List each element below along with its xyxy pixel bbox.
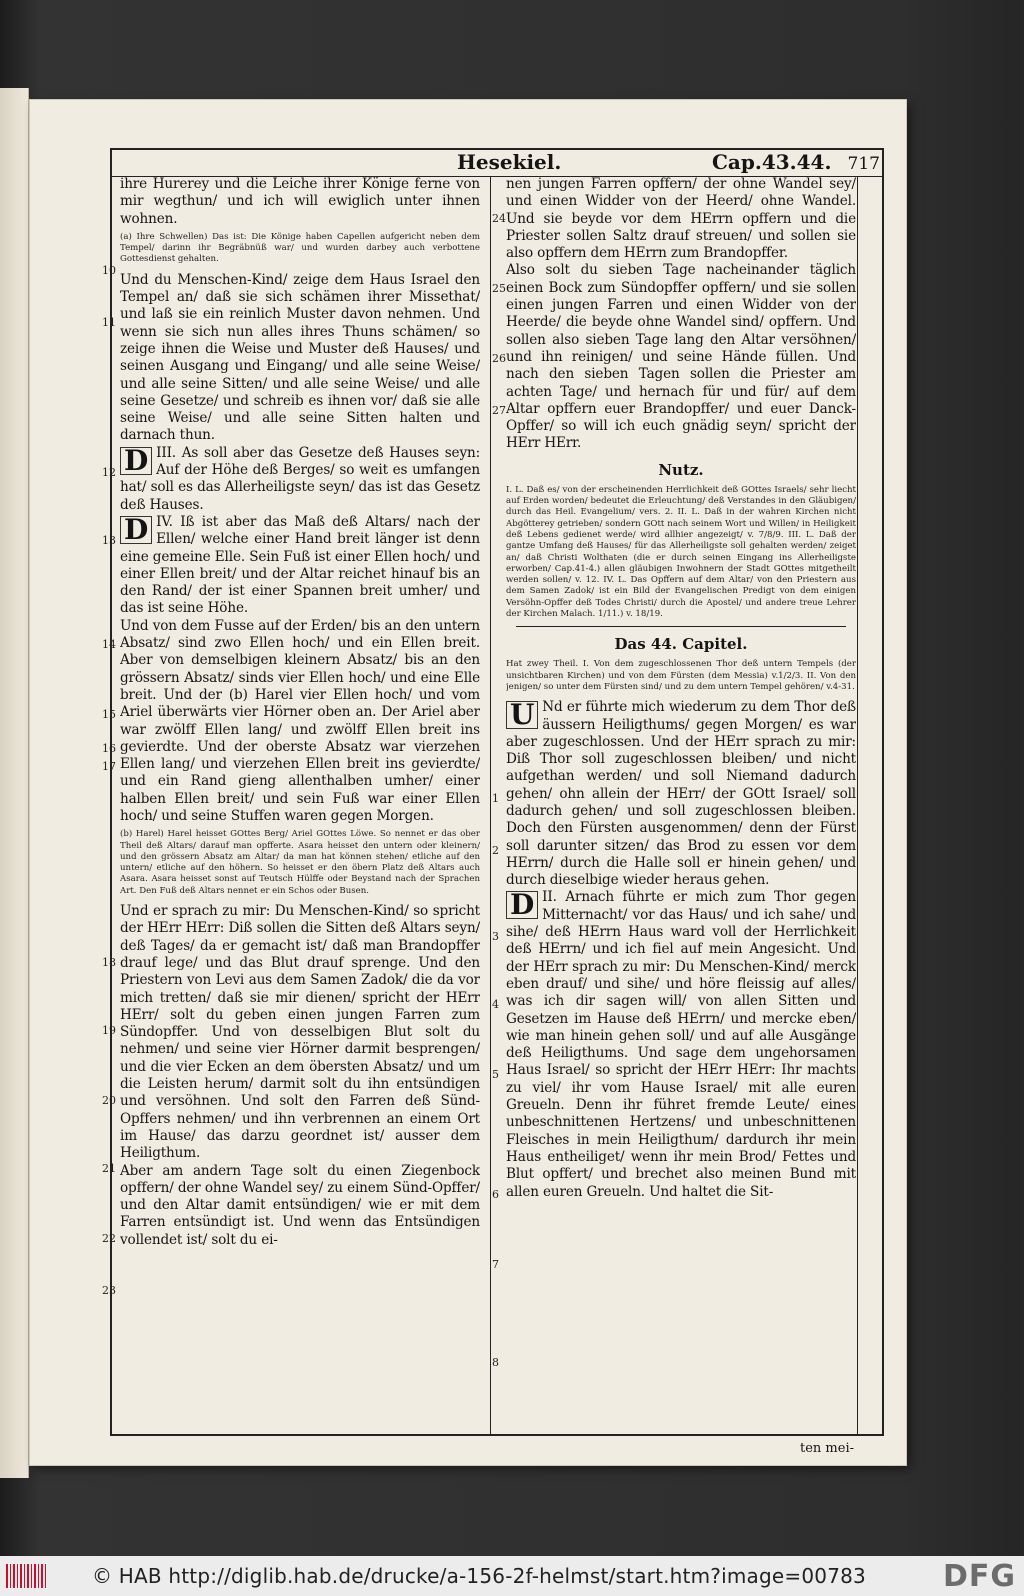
viewer-footer [0,1556,1024,1596]
paragraph [506,889,856,1200]
paragraph [506,699,856,889]
verse-number: 18 [102,956,116,969]
left-column [120,176,480,1436]
verse-number: 8 [492,1356,499,1369]
verse-number: 17 [102,760,116,773]
section-label: II. [542,889,557,906]
verse-number: 2 [492,844,499,857]
source-url[interactable]: © HAB http://diglib.hab.de/drucke/a-156-2f-helmst/start.htm?image=00783 [92,1564,866,1588]
section-label: IV. [156,513,173,530]
section-divider [516,626,846,627]
verse-number: 3 [492,930,499,943]
footnote: (a) Ihre Schwellen) Das ist: Die Könige haben Capellen aufgericht neben dem Tempel/ darinn ihr Begräbnüß war/ und wurden darbey auch verbottene Gottesdienst gehalten. [120,231,480,265]
verse-number: 12 [102,466,116,479]
verse-number: 10 [102,264,116,277]
verse-number: 25 [492,282,506,295]
right-column [506,176,856,1436]
paragraph: Und er sprach zu mir: Du Menschen-Kind/ so spricht der HErr HErr: Diß sollen die Sitten deß Altars seyn/ deß Tages/ da er gemacht ist/ daß man Brandopffer drauf lege/ und das Blut drauf sprenge. Und den Priestern von Levi aus dem Samen Zadok/ die da vor mich tretten/ daß sie mir dienen/ spricht der HErr HErr/ solt du geben einen jungen Farren zum Sündopffer. Und von desselbigen Blut solt du nehmen/ und seine vier Hörner darmit besprengen/ und die vier Ecken an dem öbersten Absatz/ und um die Leisten herum/ darmit solt du ihn entsündigen und versöhnen. Und solt den Farren deß Sünd-Opffers nehmen/ und ihn verbrennen an einem Ort im Hause/ das darzu geordnet ist/ ausser dem Heiligthum. [120,903,480,1162]
verse-number: 13 [102,534,116,547]
verse-number: 23 [102,1284,116,1297]
section-label: III. [156,444,176,461]
verse-number: 16 [102,742,116,755]
previous-page-edge [0,88,29,1478]
verse-number: 19 [102,1024,116,1037]
chapter-heading: Das 44. Capitel. [614,635,748,654]
paragraph-text: As soll aber das Gesetze deß Hauses seyn: Auf der Höhe deß Berges/ so weit es umfangen hat/ soll es das Allerheiligste seyn/ das ist das Gesetz deß Hauses. [120,444,480,513]
verse-number: 24 [492,212,506,225]
footnote: (b) Harel) Harel heisset GOttes Berg/ Ariel GOttes Löwe. So nennet er das ober Theil deß Altars/ darauf man opfferte. Asara heisset den untern oder kleinern/ und den grössern Absatz am Altar/ da man hat können stehen/ etliche auf den untern/ etliche auf den höhern. So heisset er den öbern Platz deß Altars auch Asara. Asara heisset sonst auf Teutsch Hülffe oder Beystand nach der Sprachen Art. Den Fuß deß Altars nennet er ein Schos oder Busen. [120,829,480,896]
verse-number: 26 [492,352,506,365]
nutz-heading: Nutz. [658,460,704,479]
book-page [30,100,906,1465]
paragraph: ihre Hurerey und die Leiche ihrer Könige ferne von mir wegthun/ und ich will ewiglich unter ihnen wohnen. [120,176,480,227]
verse-number: 11 [102,316,116,329]
initial-letter: D [120,447,152,475]
paragraph [120,514,480,618]
running-head-chapter: Cap.43.44. [712,150,832,174]
paragraph-text: Arnach führte er mich zum Thor gegen Mitternacht/ vor das Haus/ und ich sahe/ und sihe/ deß HErrn Haus ward voll der Herrlichkeit deß HErrn/ und ich fiel auf mein Angesicht. Und der HErr sprach zu mir: Du Menschen-Kind/ merck eben drauf/ und sihe/ und höre fleissig auf alles/ was ich dir sagen will/ von allen Sitten und Gesetzen im Hause deß HErrn/ und mercke eben/ wie man hinein gehen soll/ und auf alle Ausgänge deß Heiligthums. Und sage dem ungehorsamen Haus Israel/ so spricht der HErr HErr: Ihr machts zu viel/ ihr vom Hause Israel/ mit alle euren Greueln. Denn ihr führet fremde Leute/ eines unbeschnittenen Hertzens/ und unbeschnittenen Fleisches in mein Heiligthum/ dardurch ihr mein Haus entheiliget/ wenn ihr mein Brod/ Fettes und Blut opffert/ und brechet also meinen Bund mit allen euren Greueln. Und haltet die Sit- [506,889,856,1200]
paragraph-text: Nd er führte mich wiederum zu dem Thor deß äussern Heiligthums/ gegen Morgen/ es war aber zugeschlossen. Und der HErr sprach zu mir: Diß Thor soll zugeschlossen bleiben/ und nicht aufgethan werden/ und soll Niemand dadurch gehen/ ohn allein der HErr/ der GOtt Israel/ soll dadurch gehen/ und soll zugeschlossen bleiben. Doch den Fürsten ausgenommen/ denn der Fürst soll darunter sitzen/ das Brod zu essen vor dem HErrn/ durch die Halle soll er hinein gehen/ und durch dieselbige wieder heraus gehen. [506,699,856,889]
running-head-book: Hesekiel. [457,150,562,174]
frame-inner-right-rule [857,176,858,1436]
paragraph-text: Iß ist aber das Maß deß Altars/ nach der Ellen/ welche einer Hand breit länger ist denn eine gemeine Elle. Sein Fuß ist einer Ellen hoch/ und einer Ellen breit/ und der Altar reichet hinauf bis an den Rand/ der ist einer Spannen breit umher/ und das ist seine Höhe. [120,513,480,617]
verse-number: 20 [102,1094,116,1107]
hab-barcode-icon [6,1564,46,1588]
chapter-summary: Hat zwey Theil. I. Von dem zugeschlossenen Thor deß untern Tempels (der unsichtbaren Kirchen) und von dem Fürsten (dem Messia) v.1/2/3. II. Von den jenigen/ so unter dem Fürsten sind/ und zu dem untern Tempel gehören/ v.4-31. [506,659,856,692]
verse-number: 22 [102,1232,116,1245]
paragraph: nen jungen Farren opffern/ der ohne Wandel sey/ und einen Widder von der Heerd/ ohne Wandel. Und sie beyde vor dem HErrn opffern und die Priester sollen Saltz drauf streuen/ und sollen sie also opffern dem HErrn zum Brandopffer. [506,176,856,262]
initial-letter: U [506,701,538,729]
verse-number: 4 [492,998,499,1011]
text-frame [102,148,884,1456]
paragraph [120,445,480,514]
verse-number: 1 [492,792,499,805]
paragraph: Aber am andern Tage solt du einen Ziegenbock opffern/ der ohne Wandel sey/ zu einem Sünd-Opffer/ und den Altar damit entsündigen/ wie er mit dem Farren entsündigt ist. Und wenn das Entsündigen vollendet ist/ solt du ei- [120,1162,480,1248]
paragraph: Und von dem Fusse auf der Erden/ bis an den untern Absatz/ sind zwo Ellen hoch/ und ein Ellen breit. Aber von demselbigen kleinern Absatz/ bis an den grössern Absatz/ sinds vier Ellen hoch/ und eine Elle breit. Und der (b) Harel vier Ellen hoch/ und vom Ariel überwärts vier Hörner oben an. Der Ariel aber war zwölff Ellen lang/ und zwölff Ellen breit ins gevierdte. Und der oberste Absatz war vierzehen Ellen lang/ und vierzehen Ellen breit ins gevierdte/ und ein Rand gieng allenthalben umher/ einer halben Ellen breit/ und sein Fuß war einer Ellen hoch/ und seine Stuffen waren gegen Morgen. [120,617,480,824]
paragraph: Also solt du sieben Tage nacheinander täglich einen Bock zum Sündopffer opffern/ und sie sollen einen jungen Farren und einen Widder von der Heerde/ die beyde ohne Wandel sind/ opffern. Und sollen also sieben Tage lang den Altar versöhnen/ und ihn reinigen/ und seine Hände füllen. Und nach den sieben Tagen sollen die Priester am achten Tage/ und hernach für und für/ auf dem Altar opffern euer Brandopffer/ und euer Danck-Opffer/ so will ich euch gnädig seyn/ spricht der HErr HErr. [506,262,856,452]
dfg-logo: DFG [942,1559,1016,1594]
verse-number: 6 [492,1188,499,1201]
verse-number: 21 [102,1162,116,1175]
verse-number: 14 [102,638,116,651]
column-separator [490,176,491,1436]
verse-number: 5 [492,1068,499,1081]
initial-letter: D [506,891,538,919]
verse-number: 7 [492,1258,499,1271]
verse-number: 15 [102,708,116,721]
paragraph: Und du Menschen-Kind/ zeige dem Haus Israel den Tempel an/ daß sie sich schämen ihrer Missethat/ und laß sie ein reinlich Muster davon nehmen. Und wenn sie sich nun alles ihres Thuns schämen/ so zeige ihnen die Weise und Muster deß Hauses/ und seinen Ausgang und Eingang/ und alle seine Weise/ und alle seine Sitten/ und alle seine Weise/ und alle seine Gesetze/ und schreib es ihnen vor/ daß sie alle seine Weise/ und alle seine Sitten halten und darnach thun. [120,271,480,444]
catchword: ten mei- [800,1441,854,1456]
page-number: 717 [847,154,880,174]
nutz-text: I. L. Daß es/ von der erscheinenden Herrlichkeit deß GOttes Israels/ sehr liecht auf Erden worden/ bedeutet die Erleuchtung/ deß Verstandes in den Gläubigen/ durch das Heil. Evangelium/ vers. 2. II. L. Daß in der wahren Kirchen nicht Abgötterey getrieben/ sondern GOtt nach seinem Wort und Willen/ in Heiligkeit deß Lebens gedienet werde/ wird allhier angezeigt/ v. 7/8/9. III. L. Daß der gantze Umfang deß Hauses/ für das Allerheiligste soll gehalten werden/ zeiget an/ daß Christi Wolthaten (die er durch seinen Eingang ins Allerheiligste erworben/ Cap.41-4.) allen gläubigen Inwohnern der Stadt GOttes mitgetheilt werden sollen/ v. 12. IV. L. Das Opffern auf dem Altar/ von den Priestern aus dem Samen Zadok/ ist ein Bild der Evangelischen Predigt von dem einigen Versöhn-Opffer deß Todes Christi/ durch die Apostel/ und andere treue Lehrer der Kirchen Malach. 1/11.) v. 18/19. [506,484,856,620]
verse-number: 27 [492,404,506,417]
initial-letter: D [120,516,152,544]
